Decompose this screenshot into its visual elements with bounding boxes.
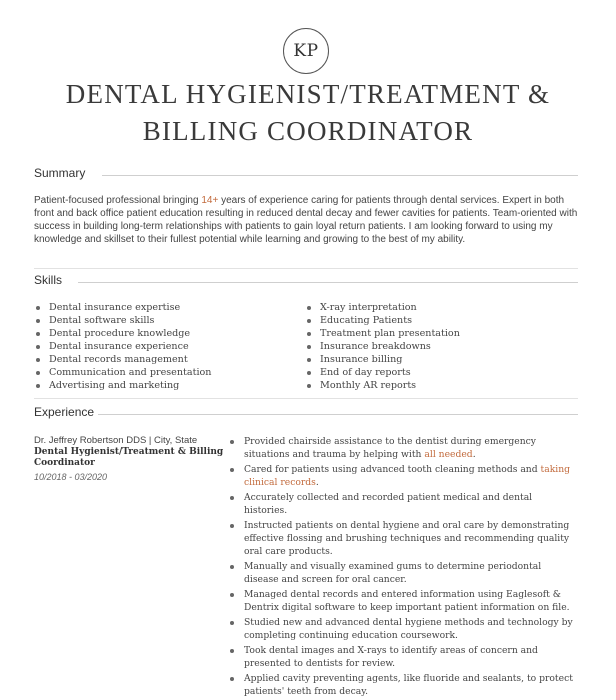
list-item xyxy=(228,644,576,670)
skills-heading: Skills xyxy=(34,273,63,287)
experience-heading-rule xyxy=(98,414,578,415)
employer-name: Dr. Jeffrey Robertson DDS | City, State xyxy=(34,435,198,446)
experience-heading: Experience xyxy=(34,405,95,419)
summary-years-highlight: 14+ xyxy=(201,195,219,206)
bullet-text: Instructed patients on dental hygiene and oral care by demonstrating effective flossing and brushing techniques and recommending quality oral care products. xyxy=(244,520,570,557)
summary-heading: Summary xyxy=(34,166,86,180)
list-item xyxy=(228,616,576,642)
bullet-text: Studied new and advanced dental hygiene methods and technology by completing continuing education coursework. xyxy=(244,617,573,641)
skill-item: Insurance billing xyxy=(305,353,460,366)
bullet-text-end: . xyxy=(315,477,319,488)
skill-item: Dental insurance experience xyxy=(34,340,212,353)
experience-section-header xyxy=(34,405,578,423)
summary-text-start: Patient-focused professional bringing xyxy=(34,195,202,206)
experience-bullets xyxy=(228,435,576,700)
initials-monogram: KP xyxy=(283,28,329,74)
skills-list-right xyxy=(305,301,460,392)
list-item xyxy=(228,491,576,517)
skill-item: Dental insurance expertise xyxy=(34,301,212,314)
list-item xyxy=(228,672,576,698)
skill-item: Educating Patients xyxy=(305,314,460,327)
bullet-text-end: . xyxy=(472,449,476,460)
bullet-text: Managed dental records and entered information using Eaglesoft & Dentrix digital software to keep important patient information on file. xyxy=(244,589,570,613)
summary-heading-rule xyxy=(102,175,578,176)
list-item xyxy=(228,463,576,489)
bullet-text: Took dental images and X-rays to identify areas of concern and presented to dentists for review. xyxy=(244,645,538,669)
skills-heading-rule xyxy=(78,282,578,283)
skills-divider xyxy=(34,398,578,399)
list-item xyxy=(228,560,576,586)
summary-paragraph xyxy=(34,194,579,246)
skill-item: Treatment plan presentation xyxy=(305,327,460,340)
bullet-text: Cared for patients using advanced tooth cleaning methods and xyxy=(244,464,541,475)
job-title: Dental Hygienist/Treatment & Billing Coordinator xyxy=(34,446,224,468)
employment-dates: 10/2018 - 03/2020 xyxy=(34,471,108,482)
summary-section-header xyxy=(34,166,578,184)
bullet-text: Applied cavity preventing agents, like fluoride and sealants, to protect patients' teeth from decay. xyxy=(244,673,573,697)
list-item xyxy=(228,588,576,614)
skill-item: End of day reports xyxy=(305,366,460,379)
bullet-highlight: taking clinical records xyxy=(244,464,571,488)
list-item xyxy=(228,435,576,461)
skill-item: Dental records management xyxy=(34,353,212,366)
bullet-highlight: all needed xyxy=(424,449,473,460)
skill-item: Dental software skills xyxy=(34,314,212,327)
skill-item: X-ray interpretation xyxy=(305,301,460,314)
skills-list-left xyxy=(34,301,212,392)
skills-section-header xyxy=(34,273,578,291)
list-item xyxy=(228,519,576,558)
page-title-line-2: BILLING COORDINATOR xyxy=(142,116,474,146)
bullet-text: Manually and visually examined gums to determine periodontal disease and screen for oral cancer. xyxy=(244,561,542,585)
skill-item: Insurance breakdowns xyxy=(305,340,460,353)
skill-item: Communication and presentation xyxy=(34,366,212,379)
bullet-text: Accurately collected and recorded patient medical and dental histories. xyxy=(244,492,533,516)
page-title-line-1: DENTAL HYGIENIST/TREATMENT & xyxy=(65,79,551,109)
employment-meta xyxy=(34,435,224,483)
summary-text-rest: years of experience caring for patients through dental services. Expert in both front and back office patient education resulting in reduced dental decay and fewer cavities for patients. Team-oriented with success in building long-term relationships with patients to gain loyal return patients. I am looking forward to using my knowledge and skillset to their fullest potential while learning and growing to the best of my ability. xyxy=(34,195,578,245)
skill-item: Monthly AR reports xyxy=(305,379,460,392)
skill-item: Dental procedure knowledge xyxy=(34,327,212,340)
summary-divider xyxy=(34,268,578,269)
skill-item: Advertising and marketing xyxy=(34,379,212,392)
bullet-text: Provided chairside assistance to the dentist during emergency situations and trauma by helping with xyxy=(244,436,536,460)
